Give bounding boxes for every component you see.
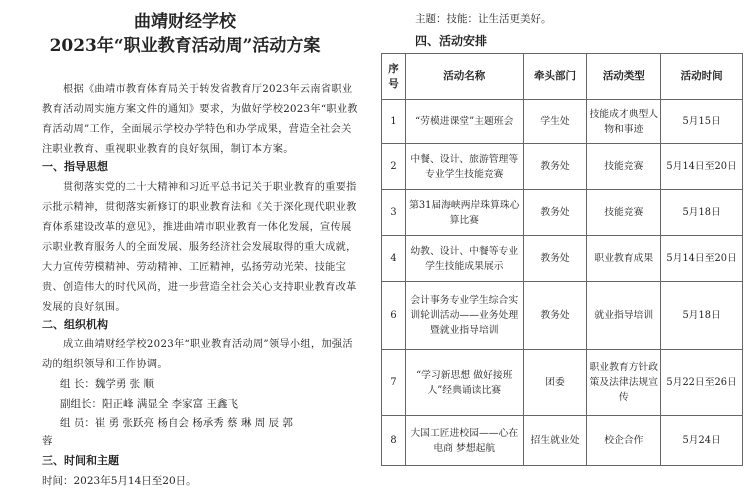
- members-line: 组 员：崔 勇 张跃亮 杨自会 杨承秀 蔡 琳 周 辰 郭: [60, 417, 293, 429]
- table-row: [382, 416, 743, 466]
- cell-dept: 团委: [523, 350, 587, 416]
- cell-no: 8: [382, 416, 406, 466]
- cell-name: 第31届海峡两岸珠算珠心算比赛: [405, 190, 523, 236]
- cell-time: 5月18日: [661, 190, 743, 236]
- cell-time: 5月15日: [661, 100, 743, 144]
- section1-body: 贯彻落实党的二十大精神和习近平总书记关于职业教育的重要指示批示精神，贯彻落实新修订的职业教育法和《关于深化现代职业教育体系建设改革的意见》，推进曲靖市职业教育一体化发展，宣传展示职业教育服务人的全面发展、服务经济社会发展取得的重大成就，大力宣传劳模精神、劳动精神、工匠精神，弘扬劳动光荣、技能宝贵、创造伟大的时代风尚，进一步营造全社会关心支持职业教育改革发展的良好氛围。: [42, 182, 357, 313]
- cell-no: 4: [382, 236, 406, 282]
- cell-time: 5月18日: [661, 282, 743, 350]
- left-page: [0, 0, 370, 500]
- table-row: [382, 350, 743, 416]
- header-time: 活动时间: [661, 54, 743, 100]
- cell-type: 校企合作: [587, 416, 661, 466]
- cell-dept: 学生处: [523, 100, 587, 144]
- cell-no: 7: [382, 350, 406, 416]
- members-line-cont: 蓉: [42, 435, 53, 447]
- cell-name: 大国工匠进校园——心在电商 梦想起航: [405, 416, 523, 466]
- cell-dept: 教务处: [523, 190, 587, 236]
- leader-line: 组 长：魏学勇 张 顺: [60, 378, 155, 390]
- cell-type: 职业教育成果: [587, 236, 661, 282]
- cell-type: 职业教育方针政策及法律法规宣传: [587, 350, 661, 416]
- vice-leader-line: 副组长：阳正峰 满显全 李家富 王鑫飞: [60, 398, 239, 410]
- header-dept: 牵头部门: [523, 54, 587, 100]
- cell-time: 5月24日: [661, 416, 743, 466]
- cell-type: 技能竞赛: [587, 144, 661, 190]
- cell-name: “劳模进课堂”主题班会: [405, 100, 523, 144]
- cell-type: 技能竞赛: [587, 190, 661, 236]
- cell-dept: 招生就业处: [523, 416, 587, 466]
- cell-name: 中餐、设计、旅游管理等专业学生技能竞赛: [405, 144, 523, 190]
- time-line: 时间：2023年5月14日至20日。: [42, 475, 197, 487]
- cell-no: 3: [382, 190, 406, 236]
- right-page: [375, 0, 750, 500]
- cell-no: 6: [382, 282, 406, 350]
- cell-no: 2: [382, 144, 406, 190]
- cell-time: 5月14日至20日: [661, 144, 743, 190]
- section2-heading: 二、组织机构: [42, 318, 108, 331]
- section4-heading: 四、活动安排: [415, 34, 488, 48]
- cell-dept: 教务处: [523, 144, 587, 190]
- table-header-row: [382, 54, 743, 100]
- cell-type: 就业指导培训: [587, 282, 661, 350]
- cell-type: 技能成才典型人物和事迹: [587, 100, 661, 144]
- table-row: [382, 100, 743, 144]
- section2-body: 成立曲靖财经学校2023年“职业教育活动周”领导小组，加强活动的组织领导和工作协调。: [42, 339, 353, 370]
- cell-name: 会计事务专业学生综合实训轮训活动——业务处理暨就业指导培训: [405, 282, 523, 350]
- cell-name: “学习新思想 做好接班人”经典诵读比赛: [405, 350, 523, 416]
- theme-line: 主题：技能：让生活更美好。: [415, 13, 552, 25]
- table-row: [382, 144, 743, 190]
- cell-name: 幼教、设计、中餐等专业学生技能成果展示: [405, 236, 523, 282]
- section1-heading: 一、指导思想: [42, 160, 108, 173]
- school-title: 曲靖财经学校: [134, 12, 236, 32]
- activity-table: [381, 53, 743, 466]
- header-no: 序号: [382, 54, 406, 100]
- plan-title: 2023年“职业教育活动周”活动方案: [49, 36, 321, 56]
- intro-paragraph: 根据《曲靖市教育体育局关于转发省教育厅2023年云南省职业教育活动周实施方案文件的通知》要求，为做好学校2023年“职业教育活动周”工作，全面展示学校办学特色和办学成果，营造全社会关注职业教育、重视职业教育的良好氛围，制订本方案。: [42, 84, 358, 155]
- header-name: 活动名称: [405, 54, 523, 100]
- header-type: 活动类型: [587, 54, 661, 100]
- cell-dept: 教务处: [523, 236, 587, 282]
- cell-no: 1: [382, 100, 406, 144]
- section3-heading: 三、时间和主题: [42, 454, 119, 467]
- cell-dept: 教务处: [523, 282, 587, 350]
- table-row: [382, 282, 743, 350]
- cell-time: 5月14日至20日: [661, 236, 743, 282]
- table-row: [382, 190, 743, 236]
- cell-time: 5月22日至26日: [661, 350, 743, 416]
- table-row: [382, 236, 743, 282]
